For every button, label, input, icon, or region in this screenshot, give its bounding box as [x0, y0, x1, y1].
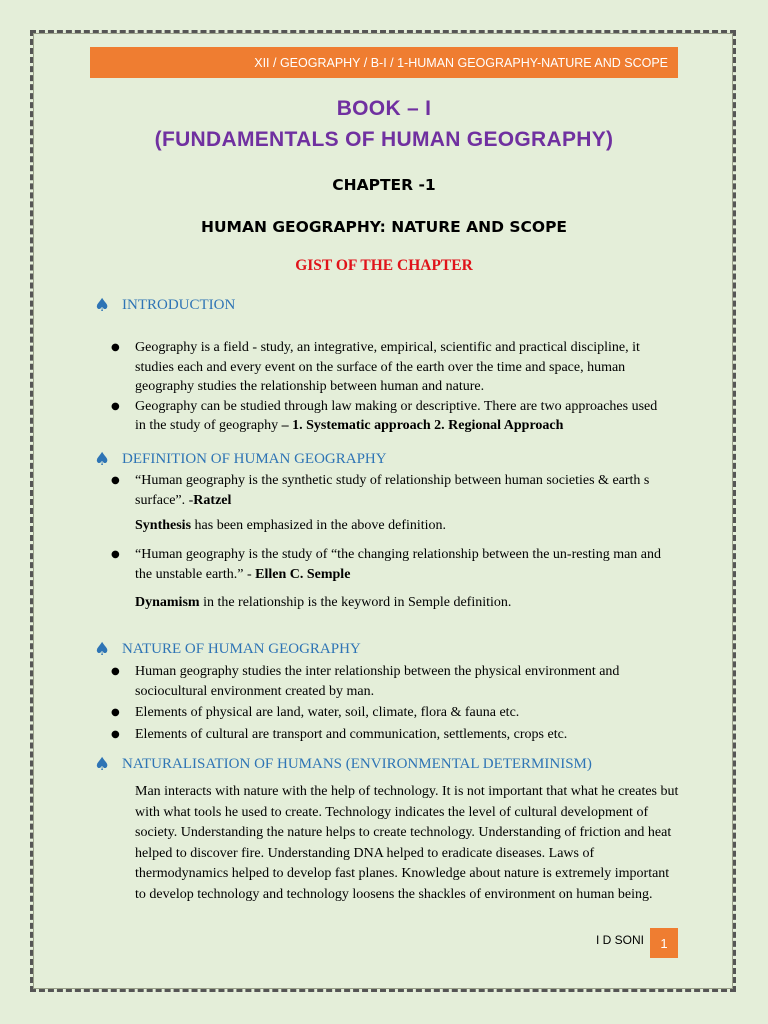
- list-item: [111, 545, 671, 584]
- section-heading-label: DEFINITION OF HUMAN GEOGRAPHY: [122, 451, 387, 467]
- bullet-icon: ●: [111, 707, 120, 718]
- spade-icon: ♠: [94, 639, 111, 660]
- definition-note-2: [135, 593, 680, 614]
- book-title: BOOK – I: [336, 97, 432, 120]
- list-item: [111, 703, 671, 723]
- section-heading-label: NATURALISATION OF HUMANS (ENVIRONMENTAL DETERMINISM): [122, 756, 592, 772]
- chapter-number: CHAPTER -1: [332, 176, 436, 194]
- note-text: has been emphasized in the above definition.: [191, 518, 447, 533]
- bullet-icon: ●: [111, 342, 120, 353]
- bullet-icon: ●: [111, 400, 120, 412]
- note-text: in the relationship is the keyword in Semple definition.: [199, 595, 512, 610]
- bullet-icon: ●: [111, 728, 120, 740]
- breadcrumb: XII / GEOGRAPHY / B-I / 1-HUMAN GEOGRAPHY-NATURE AND SCOPE: [254, 55, 668, 70]
- bullet-icon: ●: [111, 549, 120, 560]
- section-heading-nature: [94, 639, 361, 660]
- list-item-bold: – 1. Systematic approach 2. Regional Approach: [281, 418, 564, 433]
- section-heading-definition: [94, 449, 387, 470]
- spade-icon: ♠: [94, 449, 111, 470]
- page-number-label: 1: [660, 935, 668, 951]
- definition-list-1: [111, 471, 671, 510]
- note-bold: Dynamism: [135, 595, 200, 610]
- header-bar: [90, 47, 678, 78]
- note-bold: Synthesis: [135, 518, 192, 533]
- list-item: [111, 338, 671, 397]
- list-item-bold: Ratzel: [193, 492, 232, 508]
- list-item: [111, 397, 671, 436]
- section-heading-naturalisation: [94, 754, 592, 775]
- bullet-icon: ●: [111, 666, 120, 677]
- list-item-text: “Human geography is the synthetic study of relationship between human societies & earth s surface”. -: [135, 473, 650, 508]
- section-heading-label: INTRODUCTION: [122, 297, 236, 313]
- list-item-text: Human geography studies the inter relationship between the physical environment and sociocultural environment created by man.: [135, 664, 620, 699]
- list-item: [111, 662, 671, 701]
- list-item: [111, 725, 671, 745]
- spade-icon: ♠: [94, 295, 111, 316]
- list-item: [111, 471, 671, 510]
- chapter-title: HUMAN GEOGRAPHY: NATURE AND SCOPE: [200, 218, 568, 236]
- list-item-text: Elements of physical are land, water, soil, climate, flora & fauna etc.: [135, 705, 520, 720]
- nature-list: [111, 662, 671, 744]
- introduction-list: [111, 338, 671, 436]
- list-item-text: Geography can be studied through law making or descriptive. There are two approaches used in the study of geography: [135, 398, 658, 433]
- footer-author: I D SONI: [595, 933, 644, 947]
- list-item-bold: Ellen C. Semple: [255, 566, 351, 582]
- definition-list-2: [111, 545, 671, 584]
- spade-icon: ♠: [94, 754, 111, 775]
- book-subtitle: (FUNDAMENTALS OF HUMAN GEOGRAPHY): [154, 128, 614, 151]
- page-number: [650, 928, 678, 958]
- definition-note-1: [135, 516, 680, 537]
- section-heading-introduction: [94, 295, 235, 316]
- bullet-icon: ●: [111, 475, 120, 486]
- list-item-text: Elements of cultural are transport and communication, settlements, crops etc.: [135, 726, 568, 742]
- list-item-text: “Human geography is the study of “the changing relationship between the un-resting man and the unstable earth.” -: [135, 547, 662, 582]
- naturalisation-paragraph: Man interacts with nature with the help of technology. It is not important that what he creates but with what tools he used to create. Technology indicates the level of cultural development of society. Understanding the nature helps to create technology. Understanding of friction and heat helped to discover fire. Understanding DNA helped to eradicate diseases. Laws of thermodynamics helped to develop fast planes. Knowledge about nature is extremely important to develop technology and technology loosens the shackles of environment on human being.: [135, 784, 679, 902]
- gist-heading: GIST OF THE CHAPTER: [295, 257, 473, 274]
- list-item-text: Geography is a field - study, an integrative, empirical, scientific and practical discipline, it studies each and every event on the surface of the earth over the time and space, human geography studies the relationship between human and nature.: [135, 340, 640, 394]
- section-heading-label: NATURE OF HUMAN GEOGRAPHY: [122, 641, 361, 657]
